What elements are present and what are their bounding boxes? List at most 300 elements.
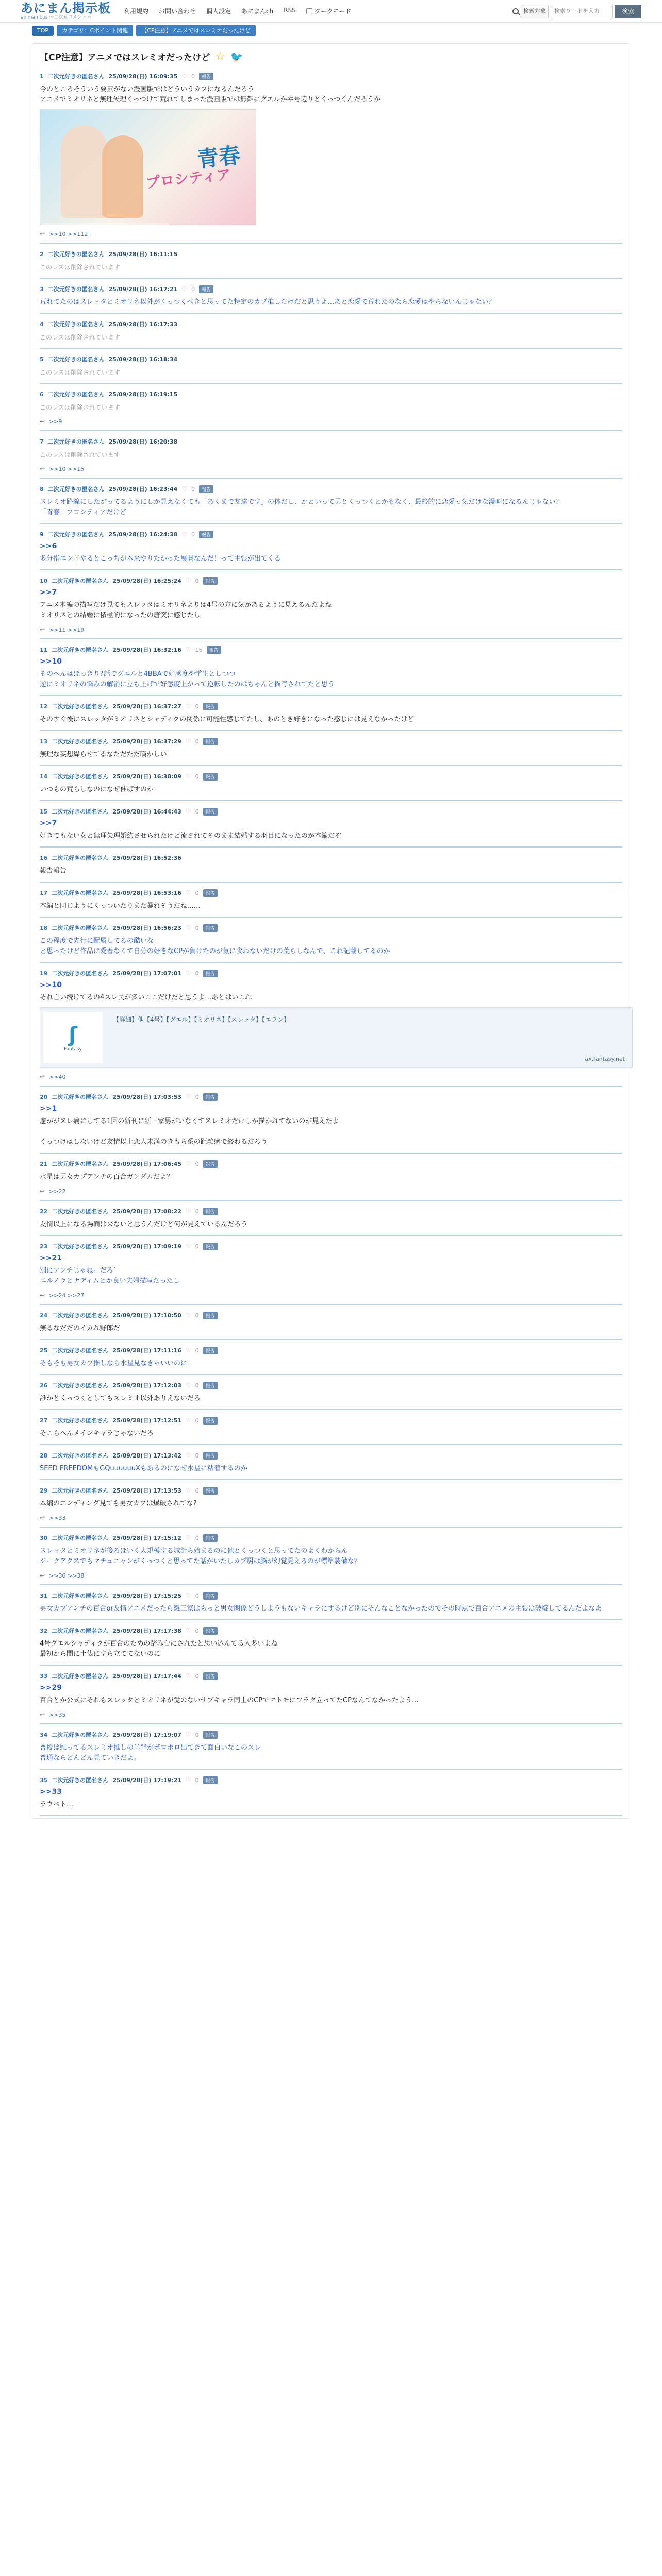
post-date: 25/09/28(日) 16:17:33 [108,321,178,328]
reply-icon[interactable]: ↩ [40,1572,45,1579]
post-item [40,1307,622,1340]
reply-anchor[interactable]: >>29 [40,1684,62,1692]
report-button[interactable]: 報告 [203,1534,218,1542]
post-date: 25/09/28(日) 17:09:19 [112,1243,181,1250]
reply-icon[interactable]: ↩ [40,230,45,238]
post-body: 別にアンチじゃねーだろ` エルノラとナディムとか良い夫婦描写だったし [40,1267,180,1285]
heart-icon[interactable]: ♡ [185,577,191,584]
reply-anchor[interactable]: >>10 [40,657,62,666]
report-button[interactable]: 報告 [203,1487,218,1495]
dark-mode-toggle[interactable] [306,7,352,15]
post-header [40,319,622,329]
heart-icon[interactable]: ♡ [185,1776,191,1784]
post-number[interactable]: 16 [40,854,48,861]
post-body: それ言い続けてるの4スレ民が多いここだけだと思うよ…あとはいこれ [40,994,252,1002]
post-item [40,572,622,639]
post-body: 誰かとくっつくとしてもスレミオ以外ありえないだろ [40,1395,201,1402]
post-number[interactable]: 5 [40,355,44,363]
report-button[interactable]: 報告 [203,1452,218,1460]
post-number[interactable]: 25 [40,1347,48,1354]
post-header [40,888,622,898]
post-header [40,1310,622,1320]
post-number[interactable]: 31 [40,1592,48,1599]
post-body: そのすぐ後にスレッタがミオリネとシャディクの関係に可能性感じてたし、あのとき好きになった感じには見えなかったけど [40,716,415,723]
report-button[interactable]: 報告 [203,1160,218,1168]
post-number[interactable]: 2 [40,250,44,258]
post-number[interactable]: 8 [40,485,44,493]
post-header [40,1415,622,1426]
reply-icon[interactable]: ↩ [40,1292,45,1299]
poster-name: 二次元好きの匿名さん [52,925,109,931]
site-logo[interactable] [21,2,124,20]
thread-image[interactable] [40,109,256,225]
post-number[interactable]: 18 [40,924,48,931]
post-body: 水星は男女カプアンチの百合ガンダムだよ？ [40,1173,173,1181]
heart-icon[interactable]: ♡ [185,1452,191,1459]
report-button[interactable]: 報告 [203,808,218,816]
reply-links [40,1188,622,1195]
post-item [40,526,622,570]
like-count: 0 [195,1312,199,1319]
heart-icon[interactable]: ♡ [185,1731,191,1738]
poster-name: 二次元好きの匿名さん [47,321,105,328]
heart-icon[interactable]: ♡ [185,1243,191,1250]
post-date: 25/09/28(日) 16:17:21 [108,286,178,293]
reply-link-list[interactable]: >>33 [49,1514,66,1521]
post-body: スレミオ路線にしたがってるようにしか見えなくても「あくまで友達です」の体だし、かといって男とくっつくとかもなく、最終的に恋愛っ気だけな漫画になるんじゃない？ 「青春」プロシティアだけど [40,498,562,516]
breadcrumb [0,23,662,38]
poster-name: 二次元好きの匿名さん [52,738,109,745]
breadcrumb-thread[interactable]: 【CP注意】アニメではスレミオだったけど [136,25,256,36]
reply-link-list[interactable]: >>24 >>27 [49,1292,85,1299]
post-number[interactable]: 22 [40,1208,48,1215]
report-button[interactable]: 報告 [203,1592,218,1600]
reply-anchor[interactable]: >>7 [40,819,57,827]
like-count: 0 [195,1487,199,1494]
post-date: 25/09/28(日) 16:56:23 [112,925,181,931]
reply-links [40,626,622,633]
post-number[interactable]: 33 [40,1672,48,1680]
post-item [40,850,622,883]
reply-anchor[interactable]: >>33 [40,1788,62,1796]
post-header [40,1450,622,1461]
heart-icon[interactable]: ♡ [185,1093,191,1100]
heart-icon[interactable]: ♡ [181,531,187,538]
heart-icon[interactable]: ♡ [185,1160,191,1167]
nav-contact[interactable]: お問い合わせ [159,8,196,15]
report-button[interactable]: 報告 [203,1347,218,1354]
report-button[interactable]: 報告 [203,1382,218,1389]
post-body: アニメ本編の描写だけ見てもスレッタはミオリネよりは4号の方に気があるように見えるんだよね ミオリネとの結婚に積極的になったの唐突に感じたし [40,601,332,619]
heart-icon[interactable]: ♡ [185,1347,191,1354]
heart-icon[interactable]: ♡ [185,1417,191,1424]
post-number[interactable]: 11 [40,646,48,653]
reply-link-list[interactable]: >>35 [49,1711,66,1718]
link-preview-domain: ax.fantasy.net [585,1056,625,1062]
post-date: 25/09/28(日) 16:32:16 [112,647,181,653]
post-date: 25/09/28(日) 17:06:45 [112,1161,181,1167]
reply-link-list[interactable]: >>11 >>19 [49,626,85,633]
post-number[interactable]: 32 [40,1627,48,1634]
heart-icon[interactable]: ♡ [185,1312,191,1319]
post-date: 25/09/28(日) 17:19:21 [112,1777,181,1784]
reply-link-list[interactable]: >>10 >>15 [49,465,85,472]
report-button[interactable]: 報告 [199,485,213,493]
poster-name: 二次元好きの匿名さん [52,1312,109,1319]
like-count: 0 [195,889,199,896]
post-number[interactable]: 21 [40,1160,48,1167]
checkbox-icon[interactable] [306,8,312,14]
post-number[interactable]: 24 [40,1312,48,1319]
reply-links [40,418,622,425]
reply-link-list[interactable]: >>22 [49,1188,66,1195]
post-item [40,1587,622,1620]
post-item [40,68,622,244]
heart-icon[interactable]: ♡ [185,1627,191,1634]
post-number[interactable]: 3 [40,285,44,293]
heart-icon[interactable]: ♡ [185,808,191,815]
post-body: 報告報告 [40,867,67,875]
report-button[interactable]: 報告 [203,1776,218,1784]
post-number[interactable]: 20 [40,1093,48,1100]
post-header [40,1775,622,1785]
search-input[interactable] [551,5,613,18]
report-button[interactable]: 報告 [199,285,213,293]
post-date: 25/09/28(日) 16:18:34 [108,356,178,363]
post-date: 25/09/28(日) 17:03:53 [112,1094,181,1100]
heart-icon[interactable]: ♡ [181,285,187,293]
like-count: 0 [195,1347,199,1354]
post-item [40,1482,622,1528]
post-body: 今のところそういう要素がない漫画版ではどういうカプになるんだろう アニメでミオリネと無理矢理くっつけて荒れてしまった漫画版では無難にグエルかヰ号辺りとくっつくんだろうか [40,86,381,104]
post-body: このレスは削除されています [40,334,120,341]
post-header [40,923,622,933]
reply-icon[interactable]: ↩ [40,1073,45,1080]
post-body: 4号グエルシャディクが百合のための踏み台にされたと思い込んでる人多いよね 最初から間に土俵にすら立ててないのに [40,1640,278,1658]
post-body: 多分指エンドやるとこっちが本来やりたかった展開なんだ！って主張が出てくる [40,555,281,563]
reply-icon[interactable]: ↩ [40,465,45,472]
poster-name: 二次元好きの匿名さん [52,1777,109,1784]
post-body: SEED FREEDOMもGQuuuuuuXもあるのになぜ水星に粘着するのか [40,1465,247,1472]
post-date: 25/09/28(日) 17:12:51 [112,1417,181,1424]
post-number[interactable]: 26 [40,1382,48,1389]
post-header [40,853,622,863]
post-date: 25/09/28(日) 16:09:35 [108,73,178,80]
report-button[interactable]: 報告 [199,531,213,538]
report-button[interactable]: 報告 [203,1208,218,1215]
reply-links [40,1073,622,1080]
post-date: 25/09/28(日) 17:11:16 [112,1347,181,1354]
poster-name: 二次元好きの匿名さん [52,578,109,584]
post-number[interactable]: 15 [40,808,48,815]
post-number[interactable]: 23 [40,1243,48,1250]
reply-link-list[interactable]: >>9 [49,418,62,425]
post-number[interactable]: 9 [40,531,44,538]
report-button[interactable]: 報告 [203,924,218,932]
post-item [40,1238,622,1305]
post-date: 25/09/28(日) 17:17:38 [112,1628,181,1634]
post-body: 慮ががスレ痛にしてる1回の新刊に新三家男がいなくてスレミオだけしか描かれてないのが見えたよ くっつけはしないけど友情以上恋人未満のきもち系の距離感で終わるだろう [40,1117,339,1146]
post-item [40,1412,622,1445]
link-preview-logo [43,1012,103,1063]
poster-name: 二次元好きの匿名さん [52,1382,109,1389]
report-button[interactable]: 報告 [203,577,218,585]
post-body: 無るなだだのイカれ野郎だ [40,1325,120,1332]
nav-rss[interactable]: RSS [284,7,296,14]
post-number[interactable]: 17 [40,889,48,896]
like-count: 16 [195,646,203,653]
heart-icon[interactable]: ♡ [185,738,191,745]
post-item [40,481,622,524]
post-date: 25/09/28(日) 17:13:42 [112,1452,181,1459]
post-body: そもそも男女カプ推しなら水星見なきゃいいのに [40,1360,188,1367]
post-header [40,484,622,494]
reply-icon[interactable]: ↩ [40,1514,45,1521]
post-item [40,1203,622,1236]
post-item [40,1530,622,1585]
reply-anchor[interactable]: >>21 [40,1254,62,1262]
nav-terms[interactable]: 利用規約 [124,8,149,15]
post-item [40,1089,622,1154]
like-count: 0 [195,1452,199,1459]
post-number[interactable]: 6 [40,391,44,398]
like-count: 0 [195,1592,199,1599]
like-count: 0 [195,1417,199,1424]
reply-icon[interactable]: ↩ [40,626,45,633]
report-button[interactable]: 報告 [199,73,213,80]
reply-anchor[interactable]: >>6 [40,542,57,550]
post-body: 本編と同じようにくっついたりまた暴れそうだね…… [40,902,201,910]
like-count: 0 [195,1093,199,1100]
link-preview-card[interactable] [40,1007,633,1068]
post-body: 普段は慰ってるスレミオ推しの単背がボロボロ出てきて面白いなこのスレ 普通ならどんどん見ていきだよ。 [40,1744,261,1762]
heart-icon[interactable]: ♡ [185,1382,191,1389]
post-item [40,316,622,349]
post-body: 好きでもない女と無理矢理婚約させられたけど流されてそのまま結婚する羽目になったのが本編だぞ [40,832,342,840]
heart-icon[interactable]: ♡ [181,73,187,80]
poster-name: 二次元好きの匿名さん [52,1535,109,1541]
like-count: 0 [195,738,199,745]
poster-name: 二次元好きの匿名さん [52,1487,109,1494]
top-nav [124,7,512,15]
post-header [40,968,622,978]
post-date: 25/09/28(日) 17:07:01 [112,970,181,977]
post-header [40,806,622,817]
reply-anchor[interactable]: >>7 [40,588,57,597]
post-header [40,249,622,259]
poster-name: 二次元好きの匿名さん [52,1452,109,1459]
post-header [40,1485,622,1496]
post-item [40,965,625,1087]
poster-name: 二次元好きの匿名さん [52,1628,109,1634]
search-scope-select[interactable]: 検索対象 [521,5,549,18]
post-header [40,1533,622,1543]
heart-icon[interactable]: ♡ [185,1672,191,1680]
post-number[interactable]: 30 [40,1534,48,1541]
post-header [40,1730,622,1740]
post-date: 25/09/28(日) 17:15:25 [112,1592,181,1599]
heart-icon[interactable]: ♡ [185,924,191,931]
post-body: ラウペト… [40,1801,74,1808]
report-button[interactable]: 報告 [203,970,218,977]
poster-name: 二次元好きの匿名さん [52,1673,109,1680]
dark-mode-label: ダークモード [314,8,352,15]
report-button[interactable]: 報告 [203,703,218,710]
image-title-art: 青春 [195,142,242,173]
heart-icon[interactable]: ♡ [185,1534,191,1541]
post-header [40,771,622,782]
like-count: 0 [195,1208,199,1215]
heart-icon[interactable]: ♡ [185,646,191,653]
post-number[interactable]: 34 [40,1731,48,1738]
post-item [40,1668,622,1724]
thread [32,43,630,1819]
poster-name: 二次元好きの匿名さん [47,286,105,293]
post-date: 25/09/28(日) 17:08:22 [112,1208,181,1215]
post-number[interactable]: 12 [40,703,48,710]
search-button[interactable]: 検索 [615,5,641,18]
post-date: 25/09/28(日) 16:20:38 [108,438,178,445]
breadcrumb-top[interactable]: TOP [32,26,54,36]
post-header [40,284,622,294]
heart-icon[interactable]: ♡ [185,970,191,977]
post-item [40,1772,622,1816]
like-count: 0 [191,285,195,293]
poster-name: 二次元好きの匿名さん [47,438,105,445]
post-header [40,1590,622,1601]
link-preview-title: 【詳細】他【4号】【グエル】【ミオリネ】【スレッタ】【エラン】 [113,1016,290,1023]
post-date: 25/09/28(日) 16:52:36 [112,855,181,861]
reply-links [40,1711,622,1718]
post-number[interactable]: 7 [40,438,44,445]
poster-name: 二次元好きの匿名さん [47,73,105,80]
post-header [40,1092,622,1102]
image-subtitle-art: プロシティア [145,165,232,192]
report-button[interactable]: 報告 [203,773,218,781]
heart-icon[interactable]: ♡ [185,703,191,710]
reply-anchor[interactable]: >>10 [40,981,62,989]
heart-icon[interactable]: ♡ [185,1592,191,1599]
reply-links [40,465,622,472]
post-body: 男女カプアンチの百合or友情アニメだったら雛三家はもっと男女関係どうしようもないキャラにするけど別にそんなことなかったのでその時点で百合アニメの主張は破綻してるんだよなあ [40,1605,602,1613]
post-item [40,281,622,314]
post-number[interactable]: 14 [40,773,48,780]
reply-links [40,1292,622,1299]
poster-name: 二次元好きの匿名さん [52,1161,109,1167]
character-figure [102,135,143,218]
post-number[interactable]: 29 [40,1487,48,1494]
post-item [40,698,622,731]
post-item [40,733,622,766]
like-count: 0 [195,1672,199,1680]
logo-title[interactable]: あにまん掲示板 [21,1,111,15]
report-button[interactable]: 報告 [203,1672,218,1680]
poster-name: 二次元好きの匿名さん [52,647,109,653]
report-button[interactable]: 報告 [203,1093,218,1101]
post-date: 25/09/28(日) 17:15:12 [112,1535,181,1541]
post-number[interactable]: 28 [40,1452,48,1459]
heart-icon[interactable]: ♡ [185,1208,191,1215]
post-header [40,1345,622,1355]
report-button[interactable]: 報告 [203,1731,218,1739]
heart-icon[interactable]: ♡ [181,485,187,493]
nav-animanch[interactable]: あにまんch [241,8,274,15]
post-number[interactable]: 13 [40,738,48,745]
like-count: 0 [195,1534,199,1541]
post-date: 25/09/28(日) 16:44:43 [112,808,181,815]
report-button[interactable]: 報告 [203,1312,218,1319]
fantasy-logo-icon: ʃ [69,1023,77,1047]
post-item [40,641,622,696]
heart-icon[interactable]: ♡ [185,773,191,780]
favorite-star-icon[interactable]: ☆ [215,50,225,63]
report-button[interactable]: 報告 [207,646,221,654]
poster-name: 二次元好きの匿名さん [47,531,105,538]
report-button[interactable]: 報告 [203,1627,218,1635]
post-item [40,1377,622,1410]
poster-name: 二次元好きの匿名さん [47,251,105,258]
post-number[interactable]: 10 [40,577,48,584]
reply-link-list[interactable]: >>10 >>112 [49,230,88,238]
reply-icon[interactable]: ↩ [40,1188,45,1195]
post-number[interactable]: 19 [40,970,48,977]
post-number[interactable]: 27 [40,1417,48,1424]
reply-link-list[interactable]: >>36 >>38 [49,1572,85,1579]
post-number[interactable]: 35 [40,1776,48,1784]
poster-name: 二次元好きの匿名さん [52,703,109,710]
heart-icon[interactable]: ♡ [185,1487,191,1494]
reply-icon[interactable]: ↩ [40,1711,45,1718]
post-list [40,68,625,1816]
like-count: 0 [195,1627,199,1634]
post-body: 百合とか公式にそれもスレッタとミオリネが愛のないサブキャラ同士のCPでマトモにフラグ立ってたCPなんてなかったよう… [40,1697,419,1704]
like-count: 0 [191,531,195,538]
report-button[interactable]: 報告 [203,1243,218,1250]
poster-name: 二次元好きの匿名さん [52,1417,109,1424]
reply-anchor[interactable]: >>1 [40,1105,57,1113]
like-count: 0 [195,1776,199,1784]
poster-name: 二次元好きの匿名さん [52,1347,109,1354]
report-button[interactable]: 報告 [203,738,218,745]
breadcrumb-category[interactable]: カテゴリ：Cポイント関連 [57,25,133,36]
reply-link-list[interactable]: >>40 [49,1073,66,1080]
thread-header [40,50,622,63]
like-count: 0 [191,485,195,493]
report-button[interactable]: 報告 [203,889,218,897]
post-date: 25/09/28(日) 16:24:38 [108,531,178,538]
post-number[interactable]: 4 [40,320,44,328]
post-item [40,1622,622,1666]
post-item [40,246,622,279]
heart-icon[interactable]: ♡ [185,889,191,896]
post-number[interactable]: 1 [40,73,44,80]
post-date: 25/09/28(日) 16:53:16 [112,890,181,896]
post-date: 25/09/28(日) 16:37:27 [112,703,181,710]
post-header [40,701,622,711]
post-item [40,386,622,431]
post-body: そこらへんメインキャラじゃないだろ [40,1430,154,1437]
search-icon [512,8,519,14]
poster-name: 二次元好きの匿名さん [52,1732,109,1738]
post-date: 25/09/28(日) 16:23:44 [108,486,178,493]
post-item [40,920,622,963]
post-body: 無理な妄想繰らせてるなただただ嘆かしい [40,751,167,758]
twitter-share-icon[interactable]: 🐦 [230,50,243,63]
nav-settings[interactable]: 個人設定 [206,8,231,15]
report-button[interactable]: 報告 [203,1417,218,1425]
reply-icon[interactable]: ↩ [40,418,45,425]
post-body: このレスは削除されています [40,369,120,376]
